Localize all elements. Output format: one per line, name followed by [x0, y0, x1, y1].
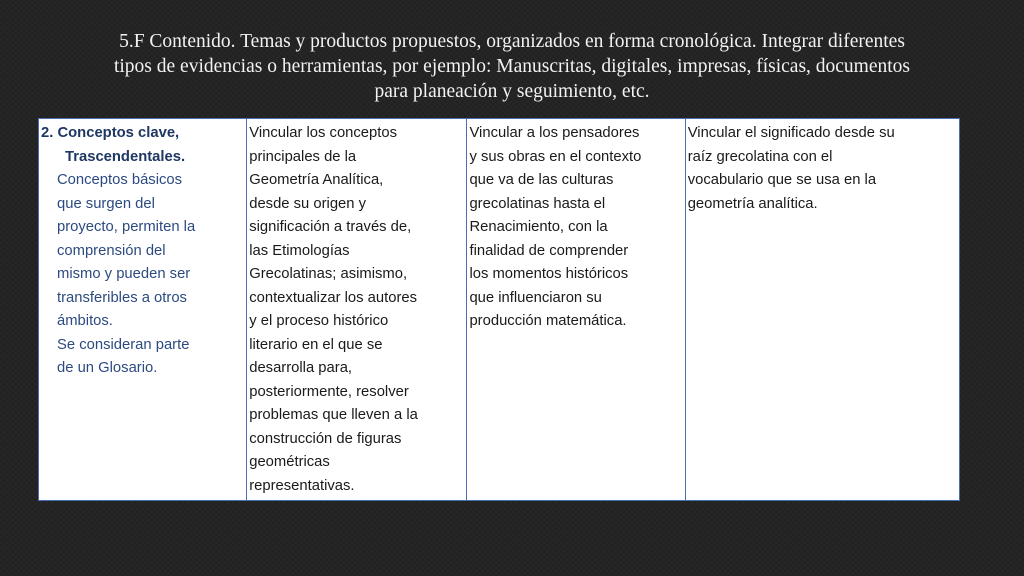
concept-cell [39, 119, 247, 501]
slide-title [20, 29, 1004, 104]
concept-heading-sub: Trascendentales. [65, 148, 186, 165]
concept-heading-main: 2. Conceptos clave, [41, 125, 180, 141]
concept-description: Conceptos básicos que surgen del proyecto, permiten la comprensión del mismo y pueden ser transferibles a otros ámbitos. Se consideran parte de un Glosario. [57, 172, 196, 376]
slide-title-line-2: tipos de evidencias o herramientas, por ejemplo: Manuscritas, digitales, impresas, físicas, documentos [113, 56, 911, 77]
concept-heading [41, 122, 246, 169]
content-table [38, 118, 960, 501]
geometry-objective-cell [247, 119, 467, 501]
etymology-objective-cell [685, 119, 959, 501]
thinkers-objective-cell [467, 119, 685, 501]
etymology-objective-text: Vincular el significado desde su raíz grecolatina con el vocabulario que se usa en la geometría analítica. [687, 125, 895, 212]
thinkers-objective-text: Vincular a los pensadores y sus obras en el contexto que va de las culturas grecolatinas hasta el Renacimiento, con la finalidad de comprender los momentos históricos que influenciaron su producción matemática. [469, 125, 642, 329]
table-row [39, 119, 960, 501]
slide-title-line-3: para planeación y seguimiento, etc. [374, 81, 650, 102]
geometry-objective-text: Vincular los conceptos principales de la Geometría Analítica, desde su origen y significación a través de, las Etimologías Grecolatinas; asimismo, contextualizar los autores y el proceso histórico literario en el que se desarrolla para, posteriormente, resolver problemas que lleven a la construcción de figuras geométricas representativas. [249, 125, 418, 494]
slide-title-line-1: 5.F Contenido. Temas y productos propuestos, organizados en forma cronológica. Integrar diferentes [119, 31, 905, 52]
